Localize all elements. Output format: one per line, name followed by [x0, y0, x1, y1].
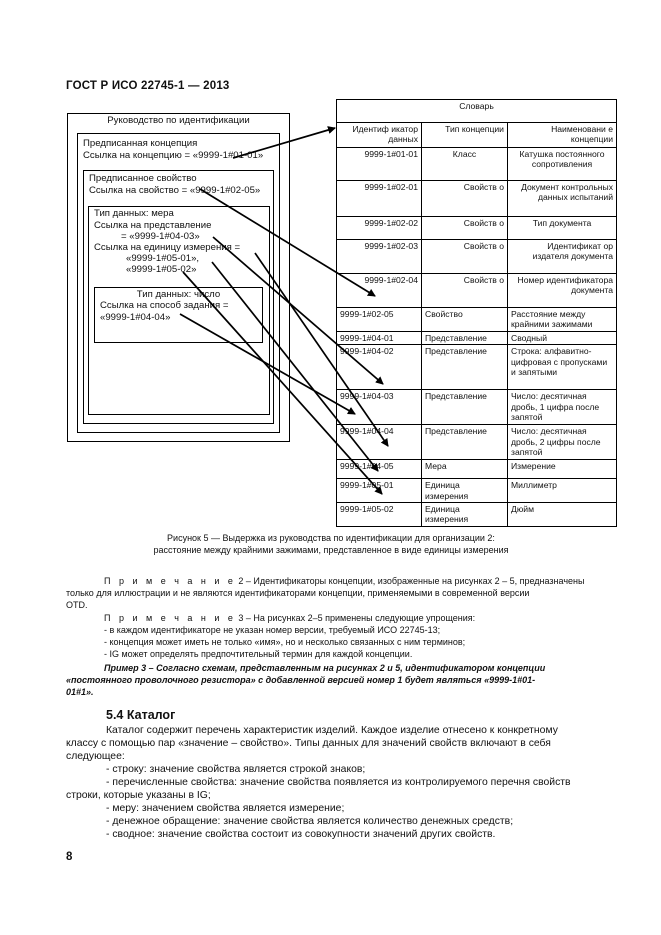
- concept-type: Класс: [422, 148, 508, 181]
- concept-label: Предписанная концепция: [83, 138, 198, 149]
- data-id: 9999-1#02-01: [337, 181, 422, 217]
- datatype-label: Тип данных: мера: [94, 208, 174, 219]
- concept-type: Представление: [422, 390, 508, 425]
- document-header: ГОСТ Р ИСО 22745-1 — 2013: [66, 80, 230, 92]
- concept-name: Число: десятичная дробь, 1 цифра после запятой: [508, 390, 617, 425]
- repr-label: Ссылка на представление: [94, 220, 212, 231]
- data-id: 9999-1#02-02: [337, 217, 422, 240]
- repr-value: = «9999-1#04-03»: [121, 231, 200, 242]
- list-item: - меру: значением свойства является измерение;: [106, 803, 345, 814]
- concept-name: Дюйм: [508, 503, 617, 527]
- page-number: 8: [66, 851, 73, 863]
- list-item: - IG может определять предпочтительный термин для каждой концепции.: [104, 649, 413, 659]
- property-ref: Ссылка на свойство = «9999-1#02-05»: [89, 185, 261, 196]
- figure-caption-line-2: расстояние между крайними зажимами, представленное в виде единицы измерения: [153, 545, 509, 555]
- method-label: Ссылка на способ задания =: [100, 300, 229, 311]
- header-cell: Тип концепции: [422, 123, 508, 148]
- data-id: 9999-1#04-05: [337, 460, 422, 479]
- property-label: Предписанное свойство: [89, 173, 197, 184]
- data-id: 9999-1#04-03: [337, 390, 422, 425]
- unit-value-2: «9999-1#05-02»: [126, 264, 197, 275]
- example-line-3: 01#1».: [66, 687, 94, 697]
- note-3-text: 3 – На рисунках 2–5 применены следующие упрощения:: [238, 613, 476, 623]
- section-heading: 5.4 Каталог: [106, 708, 176, 722]
- list-item: - денежное обращение: значение свойства является количество денежных средств;: [106, 816, 514, 827]
- note-2-label: П р и м е ч а н и е: [104, 576, 236, 586]
- note-2-line-2: только для иллюстрации и не являются идентификаторами концепции, применяемыми в современной версии: [66, 588, 530, 598]
- concept-name: Миллиметр: [508, 479, 617, 503]
- method-value: «9999-1#04-04»: [100, 312, 171, 323]
- arrow-concept: [233, 128, 335, 158]
- note-2-line-3: OTD.: [66, 600, 88, 610]
- concept-type: Представление: [422, 345, 508, 390]
- concept-type: Представление: [422, 425, 508, 460]
- concept-type: Свойств о: [422, 274, 508, 308]
- note-3-line-1: [104, 613, 614, 625]
- list-item: - в каждом идентификаторе не указан номер версии, требуемый ИСО 22745-13;: [104, 625, 441, 635]
- example-line-2: «постоянного проволочного резистора» с добавленной версией номер 1 будет являться «9999-1#01-: [66, 675, 536, 685]
- concept-type: Свойство: [422, 308, 508, 332]
- concept-name: Документ контрольных данных испытаний: [508, 181, 617, 217]
- list-item: - сводное: значение свойства состоит из совокупности значений других свойств.: [106, 829, 496, 840]
- concept-name: Число: десятичная дробь, 2 цифры после запятой: [508, 425, 617, 460]
- figure-caption-line-1: Рисунок 5 — Выдержка из руководства по идентификации для организации 2:: [167, 533, 495, 543]
- concept-ref: Ссылка на концепцию = «9999-1#01-01»: [83, 150, 264, 161]
- concept-type: Единица измерения: [422, 503, 508, 527]
- list-item: - перечисленные свойства: значение свойства появляется из контролируемого перечня свойств: [106, 777, 571, 788]
- data-id: 9999-1#01-01: [337, 148, 422, 181]
- concept-name: Катушка постоянного сопротивления: [508, 148, 617, 181]
- concept-type: Свойств о: [422, 181, 508, 217]
- concept-type: Единица измерения: [422, 479, 508, 503]
- note-3-label: П р и м е ч а н и е: [104, 613, 236, 623]
- concept-type: Мера: [422, 460, 508, 479]
- arrow-representation: [213, 237, 383, 384]
- data-id: 9999-1#02-05: [337, 308, 422, 332]
- section-para-line-1: Каталог содержит перечень характеристик изделий. Каждое изделие отнесено к конкретному: [106, 725, 558, 736]
- unit-label: Ссылка на единицу измерения =: [94, 242, 241, 253]
- arrow-unit-2: [183, 272, 382, 494]
- list-item-continuation: строки, которые указаны в IG;: [66, 790, 211, 801]
- concept-name: Номер идентификатора документа: [508, 274, 617, 308]
- arrow-unit-1: [212, 262, 378, 471]
- data-id: 9999-1#04-04: [337, 425, 422, 460]
- concept-name: Измерение: [508, 460, 617, 479]
- header-cell: Наименовани е концепции: [508, 123, 617, 148]
- note-2-line-1: [104, 576, 614, 588]
- concept-type: Представление: [422, 331, 508, 344]
- list-item: - концепция может иметь не только «имя», но и несколько связанных с ним терминов;: [104, 637, 466, 647]
- concept-type: Свойств о: [422, 217, 508, 240]
- number-label: Тип данных: число: [136, 289, 221, 300]
- guide-title: Руководство по идентификации: [107, 115, 250, 126]
- data-id: 9999-1#05-02: [337, 503, 422, 527]
- data-id: 9999-1#04-02: [337, 345, 422, 390]
- dictionary-title: Словарь: [337, 100, 617, 123]
- section-para-line-3: следующее:: [66, 751, 125, 762]
- data-id: 9999-1#04-01: [337, 331, 422, 344]
- data-id: 9999-1#02-04: [337, 274, 422, 308]
- section-para-line-2: классу с помощью пар «значение – свойство». Типы данных для значений свойств включают в себя: [66, 738, 551, 749]
- concept-name: Тип документа: [508, 217, 617, 240]
- list-item: - строку: значение свойства является строкой знаков;: [106, 764, 366, 775]
- concept-type: Свойств о: [422, 240, 508, 274]
- concept-name: Расстояние между крайними зажимами: [508, 308, 617, 332]
- data-id: 9999-1#05-01: [337, 479, 422, 503]
- example-line-1: Пример 3 – Согласно схемам, представленным на рисунках 2 и 5, идентификатором концепции: [104, 663, 546, 673]
- arrow-method: [180, 314, 355, 414]
- unit-value-1: «9999-1#05-01»,: [126, 253, 200, 264]
- header-cell: Идентиф икатор данных: [337, 123, 422, 148]
- note-2-text: 2 – Идентификаторы концепции, изображенные на рисунках 2 – 5, предназначены: [238, 576, 585, 586]
- concept-name: Строка: алфавитно-цифровая с пропусками и запятыми: [508, 345, 617, 390]
- concept-name: Сводный: [508, 331, 617, 344]
- concept-name: Идентификат ор издателя документа: [508, 240, 617, 274]
- data-id: 9999-1#02-03: [337, 240, 422, 274]
- arrow-measure: [255, 253, 388, 446]
